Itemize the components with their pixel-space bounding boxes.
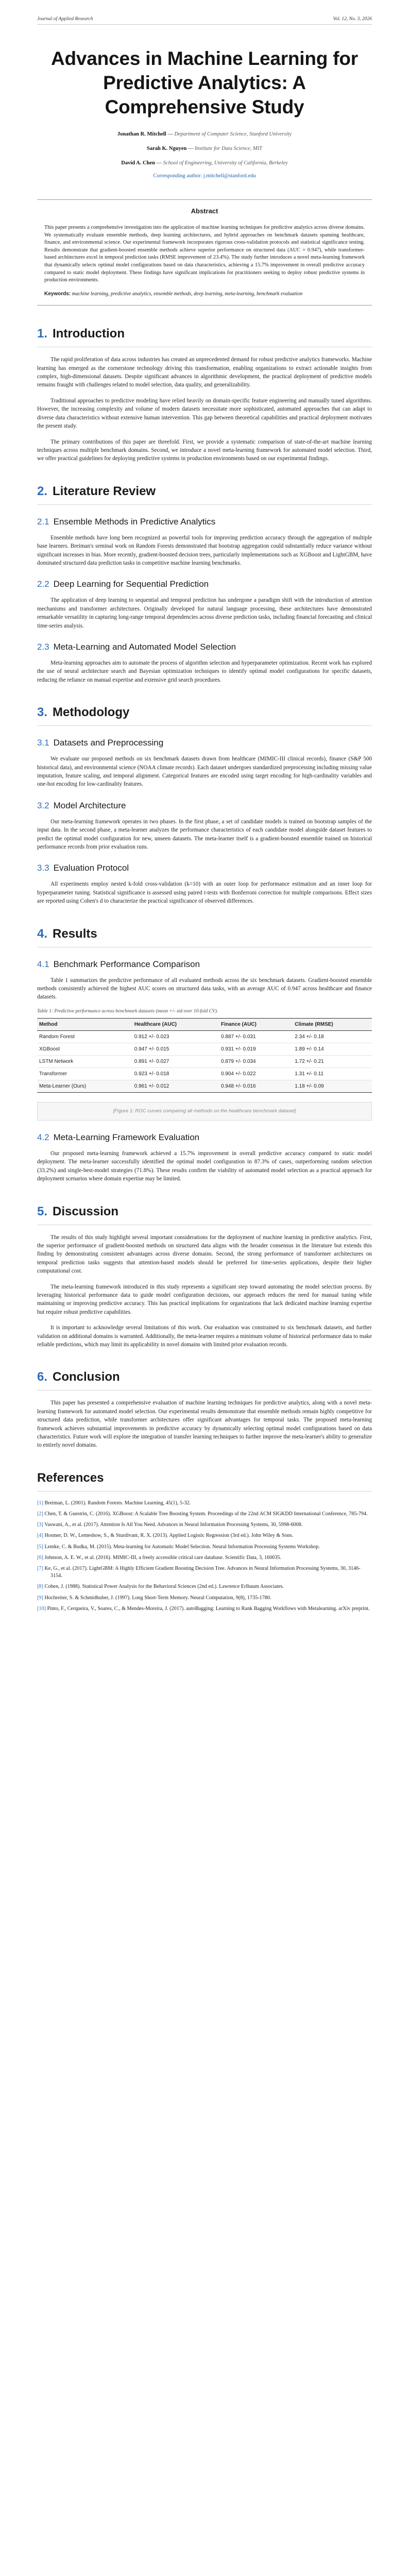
paragraph: It is important to acknowledge several limitations of this work. Our evaluation was constrained to six benchmark datasets, and further validation on additional domains is warranted. Additionally, the meta-learner requires a minimum volume of historical performance data to make reliable predictions, which may limit its applicability in novel domains with limited prior evaluation records.	[37, 1325, 372, 1348]
subsection-title: Meta-Learning and Automated Model Selection	[53, 641, 236, 652]
paragraph: The meta-learning framework introduced in this study represents a significant step toward automating the model selection process. By leveraging historical performance data to guide model configuration decisions, our approach reduces the need for manual tuning while maintaining or improving predictive accuracy. This has practical implications for organizations that lack dedicated machine learning expertise but require robust predictive capabilities.	[37, 1283, 372, 1315]
paragraph: This paper has presented a comprehensive evaluation of machine learning techniques for predictive analytics, along with a novel meta-learning framework for automated model selection. Our experimental results demonstrate that ensemble methods remain highly competitive for structured data prediction, while transformer architectures offer significant advantages for temporal tasks. The proposed meta-learning framework achieves substantial improvements in predictive accuracy by dynamically selecting optimal model configurations based on data characteristics. Future work will explore the integration of transfer learning techniques to further improve the meta-learner's ability to generalize to entirely novel domains.	[37, 1400, 372, 1449]
abstract-heading: Abstract	[191, 207, 218, 215]
table-cell: Meta-Learner (Ours)	[37, 1080, 132, 1092]
table-cell: 0.887 +/- 0.031	[219, 1030, 293, 1043]
author-affiliation: Institute for Data Science, MIT	[195, 146, 262, 151]
reference-number: [10]	[37, 1605, 46, 1612]
table-caption: Table 1: Predictive performance across benchmark datasets (mean +/- std over 10-fold CV).	[37, 1008, 218, 1014]
section-divider	[37, 1390, 372, 1391]
running-head	[37, 0, 372, 25]
section-title: Methodology	[53, 705, 130, 720]
reference-number: [2]	[37, 1511, 43, 1517]
table-row	[37, 1030, 372, 1043]
table-row-highlighted	[37, 1080, 372, 1092]
section-heading-discussion	[37, 1204, 372, 1219]
section-heading-conclusion	[37, 1369, 372, 1385]
author-line: Sarah K. Nguyen — Institute for Data Science, MIT	[147, 146, 262, 151]
paragraph: Our meta-learning framework operates in two phases. In the first phase, a set of candidate models is trained on bootstrap samples of the input data. In the second phase, a meta-learner analyzes the performance characteristics of each candidate model alongside dataset features to predict the optimal model configuration for new, unseen datasets. The meta-learner itself is a gradient-boosted ensemble trained on historical performance records from prior evaluation runs.	[37, 818, 372, 851]
reference-item	[37, 1605, 372, 1613]
section-heading-results	[37, 926, 372, 942]
subsection-number: 2.1	[37, 516, 49, 527]
subsection-title: Deep Learning for Sequential Prediction	[53, 579, 209, 589]
subsection-number: 2.3	[37, 641, 49, 652]
table-cell: LSTM Network	[37, 1055, 132, 1067]
subsection-title: Meta-Learning Framework Evaluation	[53, 1132, 200, 1142]
subsection-number: 2.2	[37, 579, 49, 589]
reference-number: [3]	[37, 1522, 43, 1528]
paragraph: All experiments employ nested k-fold cross-validation (k=10) with an outer loop for performance estimation and an inner loop for hyperparameter tuning. Statistical significance is assessed using paired t-tests with Bonferroni correction for multiple comparisons. Effect sizes are reported using Cohen's d to characterize the practical significance of observed differences.	[37, 881, 372, 905]
table-cell: 1.72 +/- 0.21	[293, 1055, 372, 1067]
reference-text: Cohen, J. (1988). Statistical Power Analysis for the Behavioral Sciences (2nd ed.). Lawrence Erlbaum Associates.	[44, 1584, 284, 1590]
table-cell: 0.931 +/- 0.019	[219, 1043, 293, 1055]
paper-title: Advances in Machine Learning for Predictive Analytics: A Comprehensive Study	[50, 48, 358, 117]
table-cell: 0.961 +/- 0.012	[132, 1080, 219, 1092]
reference-text: Chen, T. & Guestrin, C. (2016). XGBoost: A Scalable Tree Boosting System. Proceedings of the 22nd ACM SIGKDD International Conference, 785-794.	[44, 1511, 368, 1517]
journal-name: Journal of Applied Research	[37, 16, 93, 22]
table-cell: 1.89 +/- 0.14	[293, 1043, 372, 1055]
section-number: 5.	[37, 1204, 48, 1218]
table-cell: 0.879 +/- 0.034	[219, 1055, 293, 1067]
subsection-number: 4.2	[37, 1132, 49, 1142]
reference-list	[37, 1500, 372, 1613]
subsection-number: 3.2	[37, 800, 49, 810]
subsection-title: Datasets and Preprocessing	[53, 738, 164, 748]
corresponding-author-link[interactable]: Corresponding author: j.mitchell@stanford.edu	[153, 173, 256, 179]
figure-placeholder: [Figure 1: ROC curves comparing all methods on the healthcare benchmark dataset]	[37, 1102, 372, 1121]
paragraph: Ensemble methods have long been recognized as powerful tools for improving prediction accuracy through the aggregation of multiple base learners. Breiman's seminal work on Random Forests demonstrated that bootstrap aggregation could substantially reduce variance without significant increases in bias. More recently, gradient-boosted decision trees, particularly implementations such as XGBoost and LightGBM, have dominated structured data prediction tasks in competitive machine learning benchmarks.	[37, 534, 372, 566]
reference-text: Pinto, F., Cerqueira, V., Soares, C., & Mendes-Moreira, J. (2017). autoBagging: Learning to Rank Bagging Workflows with Metalearning. arXiv preprint.	[47, 1605, 370, 1612]
reference-text: Ke, G., et al. (2017). LightGBM: A Highly Efficient Gradient Boosting Decision Tree. Advances in Neural Information Processing Systems, 30, 3146-3154.	[44, 1566, 361, 1579]
section-heading-methodology	[37, 705, 372, 720]
table-cell: XGBoost	[37, 1043, 132, 1055]
reference-item	[37, 1500, 372, 1507]
abstract-text: This paper presents a comprehensive investigation into the application of machine learning techniques for predictive analytics across diverse domains. We systematically evaluate ensemble methods, deep learning architectures, and hybrid approaches on benchmark datasets spanning healthcare, finance, and environmental science. Our experimental framework incorporates rigorous cross-validation protocols and statistical significance testing. Results demonstrate that gradient-boosted ensemble methods achieve superior performance on structured data (AUC = 0.947), while transformer-based architectures excel in temporal prediction tasks (RMSE improvement of 23.4%). The study further introduces a novel meta-learning framework that dynamically selects optimal model configurations based on data characteristics, achieving a 15.7% improvement in overall predictive accuracy compared to static model deployment. These findings have significant implications for practitioners seeking to deploy robust predictive systems in production environments.	[44, 225, 365, 283]
section-heading-references	[37, 1470, 372, 1486]
table-header-row	[37, 1018, 372, 1030]
section-number: 6.	[37, 1370, 48, 1384]
subsection-heading	[37, 800, 372, 811]
reference-item	[37, 1511, 372, 1518]
subsection-heading	[37, 641, 372, 653]
keywords-list: machine learning, predictive analytics, ensemble methods, deep learning, meta-learning, benchmark evaluation	[72, 291, 303, 297]
section-divider	[37, 1491, 372, 1492]
reference-number: [7]	[37, 1566, 43, 1572]
table-row	[37, 1043, 372, 1055]
section-number: 3.	[37, 705, 48, 720]
subsection-number: 3.1	[37, 738, 49, 748]
reference-number: [9]	[37, 1595, 43, 1601]
table-cell: 2.34 +/- 0.18	[293, 1030, 372, 1043]
paragraph: The rapid proliferation of data across industries has created an unprecedented demand for robust predictive analytics frameworks. Machine learning has emerged as the cornerstone technology driving this transformation, enabling organizations to extract actionable insights from complex, high-dimensional datasets. Despite significant advances in algorithmic development, the practical deployment of predictive models remains fraught with challenges related to model selection, data quality, and generalizability.	[37, 357, 372, 388]
table-header-cell: Finance (AUC)	[219, 1018, 293, 1030]
reference-number: [1]	[37, 1500, 43, 1506]
section-number: 2.	[37, 484, 48, 498]
reference-item	[37, 1583, 372, 1590]
subsection-title: Model Architecture	[53, 800, 126, 810]
subsection-title: Evaluation Protocol	[53, 863, 129, 873]
reference-text: Vaswani, A., et al. (2017). Attention Is All You Need. Advances in Neural Information Processing Systems, 30, 5998-6008.	[44, 1522, 303, 1528]
reference-item	[37, 1554, 372, 1562]
author-block	[37, 127, 372, 182]
table-cell: 1.31 +/- 0.11	[293, 1067, 372, 1080]
author-name: Sarah K. Nguyen	[147, 146, 187, 151]
reference-item	[37, 1565, 372, 1580]
section-heading-literature-review	[37, 484, 372, 499]
table-header-cell: Healthcare (AUC)	[132, 1018, 219, 1030]
author-name: David A. Chen	[121, 160, 155, 166]
section-title: References	[37, 1470, 104, 1485]
paragraph: Table 1 summarizes the predictive performance of all evaluated methods across the six benchmark datasets. Gradient-boosted ensemble methods consistently achieved the highest AUC scores on structured data tasks, with an average AUC of 0.947 across healthcare and finance datasets.	[37, 977, 372, 1001]
section-title: Results	[53, 926, 97, 941]
reference-text: Lemke, C. & Budka, M. (2015). Meta-learning for Automatic Model Selection. Neural Information Processing Systems Workshop.	[44, 1544, 320, 1550]
volume-info: Vol. 12, No. 3, 2026	[333, 16, 372, 22]
section-title: Introduction	[53, 327, 125, 341]
table-cell: 0.923 +/- 0.018	[132, 1067, 219, 1080]
table-cell: 0.947 +/- 0.015	[132, 1043, 219, 1055]
subsection-heading	[37, 516, 372, 528]
reference-number: [4]	[37, 1533, 43, 1539]
table-cell: Transformer	[37, 1067, 132, 1080]
reference-text: Breiman, L. (2001). Random Forests. Machine Learning, 45(1), 5-32.	[44, 1500, 191, 1506]
subsection-heading	[37, 737, 372, 749]
subsection-heading	[37, 959, 372, 970]
section-number: 1.	[37, 327, 48, 341]
subsection-title: Ensemble Methods in Predictive Analytics	[53, 516, 216, 527]
table-cell: 0.948 +/- 0.016	[219, 1080, 293, 1092]
section-title: Literature Review	[53, 484, 156, 498]
subsection-number: 3.3	[37, 863, 49, 873]
paragraph: The primary contributions of this paper are threefold. First, we provide a systematic comparison of state-of-the-art machine learning techniques across multiple benchmark domains. Second, we introduce a novel meta-learning framework for automated model selection. Third, we offer practical guidelines for deploying predictive systems in production environments based on our experimental findings.	[37, 438, 372, 462]
reference-text: Hosmer, D. W., Lemeshow, S., & Sturdivant, R. X. (2013). Applied Logistic Regression (3rd ed.). John Wiley & Sons.	[44, 1533, 294, 1539]
paragraph: The application of deep learning to sequential and temporal prediction has undergone a paradigm shift with the introduction of attention mechanisms and transformer architectures. Originally developed for natural language processing, these architectures have demonstrated remarkable versatility in capturing long-range temporal dependencies across diverse prediction tasks, including financial forecasting and clinical time-series analysis.	[37, 597, 372, 629]
reference-item	[37, 1521, 372, 1529]
subsection-number: 4.1	[37, 959, 49, 969]
table-header-cell: Method	[37, 1018, 132, 1030]
table-header-cell: Climate (RMSE)	[293, 1018, 372, 1030]
results-table	[37, 1018, 372, 1093]
section-heading-introduction	[37, 326, 372, 342]
reference-text: Johnson, A. E. W., et al. (2016). MIMIC-III, a freely accessible critical care database. Scientific Data, 3, 160035.	[44, 1554, 282, 1561]
reference-text: Hochreiter, S. & Schmidhuber, J. (1997). Long Short-Term Memory. Neural Computation, 9(8), 1735-1780.	[44, 1595, 271, 1601]
table-row	[37, 1055, 372, 1067]
author-affiliation: Department of Computer Science, Stanford University	[174, 131, 292, 137]
keywords	[37, 291, 372, 298]
paragraph: Meta-learning approaches aim to automate the process of algorithm selection and hyperparameter optimization. Recent work has explored the use of neural architecture search and Bayesian optimization techniques to identify optimal model configurations for specific datasets, reducing the reliance on manual expertise and extensive grid search procedures.	[37, 659, 372, 683]
subsection-heading	[37, 1132, 372, 1143]
section-divider	[37, 504, 372, 505]
section-title: Discussion	[53, 1204, 119, 1218]
author-line: David A. Chen — School of Engineering, University of California, Berkeley	[121, 160, 288, 166]
reference-item	[37, 1595, 372, 1602]
reference-number: [8]	[37, 1584, 43, 1590]
section-title: Conclusion	[53, 1370, 120, 1384]
reference-number: [6]	[37, 1554, 43, 1561]
author-affiliation: School of Engineering, University of California, Berkeley	[163, 160, 288, 166]
reference-item	[37, 1544, 372, 1551]
section-number: 4.	[37, 926, 48, 941]
paragraph: Traditional approaches to predictive modeling have relied heavily on domain-specific feature engineering and manually tuned algorithms. However, the increasing complexity and volume of modern datasets necessitate more sophisticated, automated approaches that can adapt to diverse data characteristics without extensive human intervention. This gap between theoretical capabilities and practical deployment motivates the present study.	[37, 397, 372, 430]
subsection-heading	[37, 862, 372, 874]
table-cell: 0.912 +/- 0.023	[132, 1030, 219, 1043]
abstract-box	[37, 199, 372, 306]
subsection-title: Benchmark Performance Comparison	[53, 959, 200, 969]
table-cell: Random Forest	[37, 1030, 132, 1043]
table-cell: 1.18 +/- 0.09	[293, 1080, 372, 1092]
table-cell: 0.904 +/- 0.022	[219, 1067, 293, 1080]
subsection-heading	[37, 579, 372, 590]
reference-item	[37, 1532, 372, 1539]
table-cell: 0.891 +/- 0.027	[132, 1055, 219, 1067]
reference-number: [5]	[37, 1544, 43, 1550]
paragraph: The results of this study highlight several important considerations for the deployment of machine learning in predictive analytics. First, the superior performance of gradient-boosted methods on structured data aligns with the broader consensus in the literature but extends this finding by demonstrating consistent advantages across diverse domains. Second, the strong performance of transformer architectures on temporal prediction tasks suggests that attention-based models should be preferred for time-series applications, despite their higher computational cost.	[37, 1234, 372, 1275]
author-name: Jonathan R. Mitchell	[117, 131, 166, 137]
table-row	[37, 1067, 372, 1080]
author-line: Jonathan R. Mitchell — Department of Computer Science, Stanford University	[117, 131, 292, 137]
keywords-label: Keywords:	[44, 291, 71, 297]
section-divider	[37, 725, 372, 726]
paragraph: Our proposed meta-learning framework achieved a 15.7% improvement in overall predictive accuracy compared to static model deployment. The meta-learner successfully identified the optimal model configuration in 87.3% of cases, outperforming random selection (33.2%) and single-best-model strategies (71.8%). These results confirm the viability of automated model selection as a practical approach for deployment scenarios where domain expertise may be limited.	[37, 1150, 372, 1182]
paragraph: We evaluate our proposed methods on six benchmark datasets drawn from healthcare (MIMIC-III clinical records), finance (S&P 500 historical data), and environmental science (NOAA climate records). Each dataset undergoes standardized preprocessing including missing value imputation, feature scaling, and temporal alignment. Categorical features are encoded using target encoding for high-cardinality variables and one-hot encoding for low-cardinality features.	[37, 756, 372, 788]
